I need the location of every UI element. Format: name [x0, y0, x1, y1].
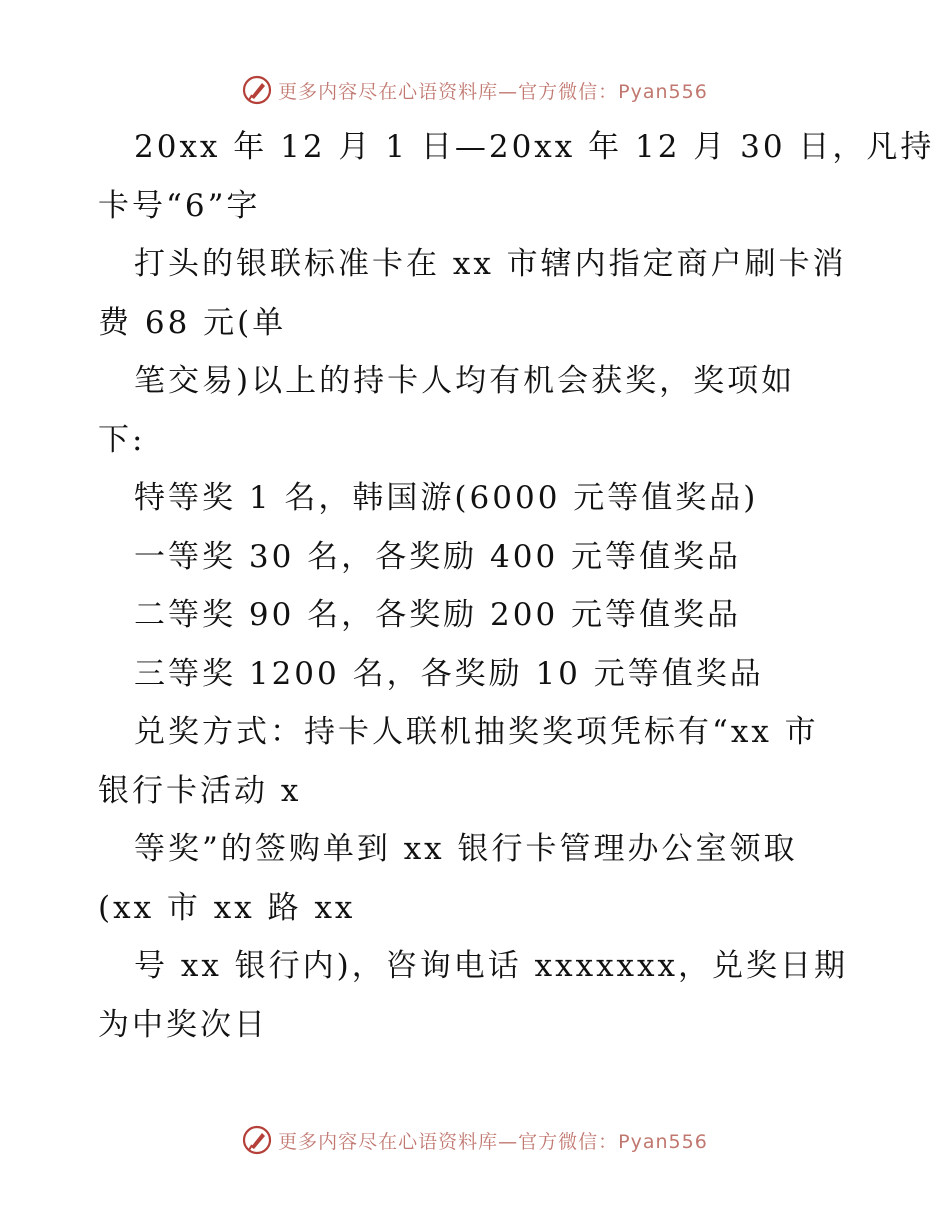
text-line: 打头的银联标准卡在 xx 市辖内指定商户刷卡消 — [134, 246, 847, 282]
quill-pen-logo-icon — [242, 1125, 272, 1155]
text-line: 银行卡活动 x — [98, 772, 302, 809]
quill-pen-logo-icon — [242, 75, 272, 105]
text-line: 下: — [98, 421, 146, 458]
header-banner-text: 更多内容尽在心语资料库—官方微信：Pyan556 — [278, 80, 708, 103]
text-line: 笔交易)以上的持卡人均有机会获奖，奖项如 — [134, 363, 796, 399]
text-line: 费 68 元(单 — [98, 304, 287, 341]
document-body — [98, 118, 935, 1054]
footer-banner-text: 更多内容尽在心语资料库—官方微信：Pyan556 — [278, 1130, 708, 1153]
prize-third: 三等奖 1200 名，各奖励 10 元等值奖品 — [134, 655, 764, 692]
text-line: 20xx 年 12 月 1 日—20xx 年 12 月 30 日，凡持 — [134, 129, 935, 165]
text-line: 卡号“6”字 — [98, 187, 261, 224]
text-line: 号 xx 银行内)，咨询电话 xxxxxxx，兑奖日期 — [134, 948, 849, 984]
text-line: 为中奖次日 — [98, 1006, 268, 1043]
text-line: (xx 市 xx 路 xx — [98, 889, 356, 926]
header-banner — [0, 70, 950, 110]
text-line: 兑奖方式：持卡人联机抽奖奖项凭标有“xx 市 — [134, 714, 819, 750]
prize-second: 二等奖 90 名，各奖励 200 元等值奖品 — [134, 597, 742, 633]
text-line: 等奖”的签购单到 xx 银行卡管理办公室领取 — [134, 831, 798, 867]
prize-special: 特等奖 1 名，韩国游(6000 元等值奖品) — [134, 480, 759, 516]
prize-first: 一等奖 30 名，各奖励 400 元等值奖品 — [134, 538, 742, 575]
footer-banner — [0, 1120, 950, 1160]
